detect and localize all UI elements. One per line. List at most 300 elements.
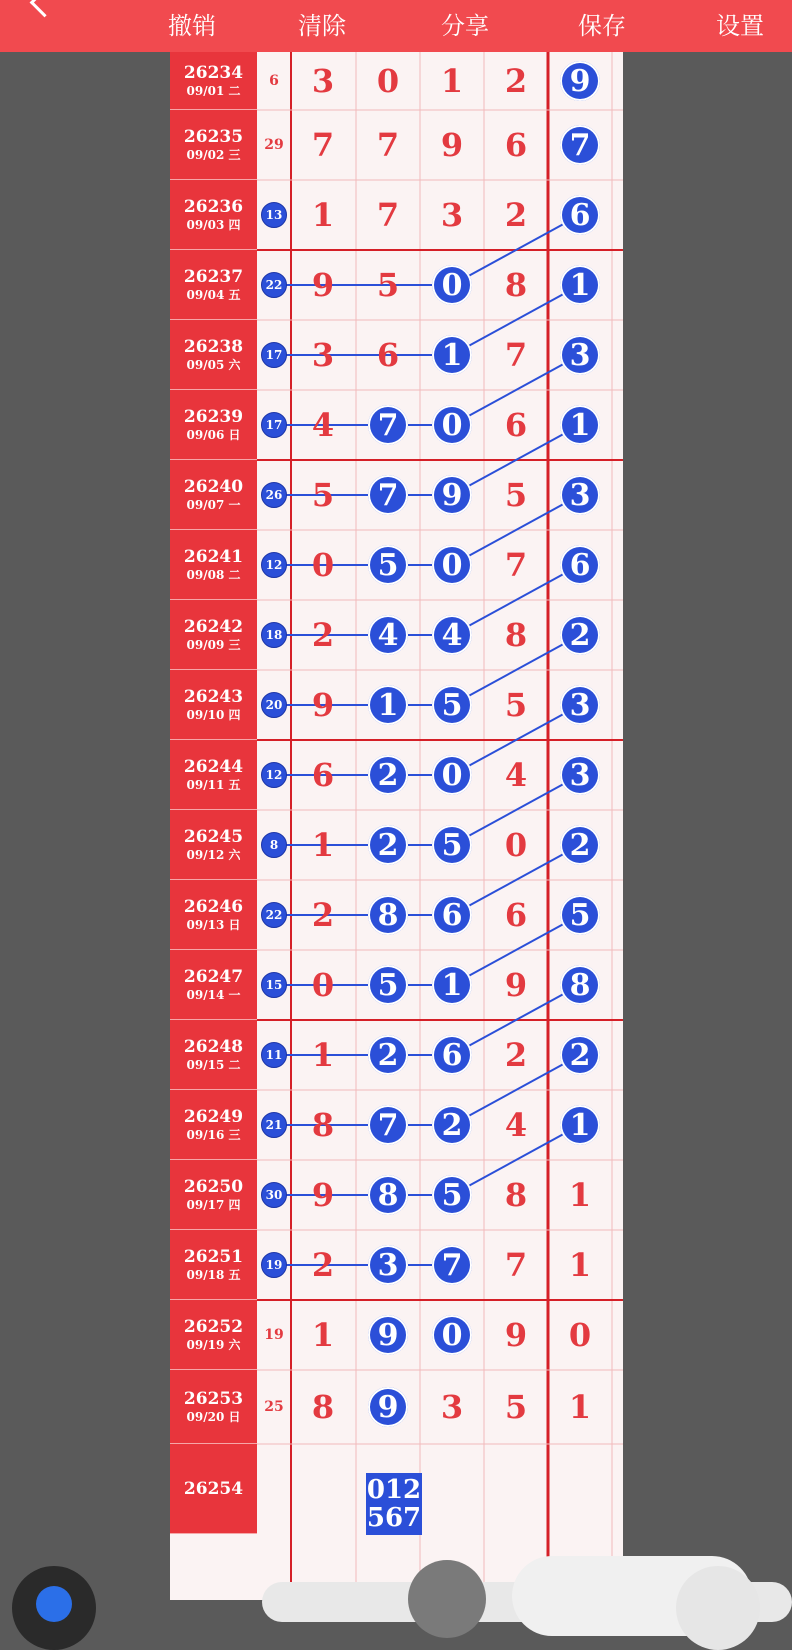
issue-number: 26242 — [183, 616, 244, 637]
digit-cell[interactable] — [484, 320, 548, 390]
digit-value: 8 — [504, 616, 528, 654]
sum-label: 8 — [261, 832, 287, 858]
sum-label: 21 — [261, 1112, 287, 1138]
digit-cell[interactable] — [291, 52, 355, 110]
digit-ball: 1 — [560, 1105, 600, 1145]
issue-date: 09/09 三 — [186, 637, 241, 652]
digit-value: 3 — [440, 196, 464, 234]
issue-date: 09/14 一 — [186, 987, 241, 1002]
digit-cell[interactable] — [420, 320, 484, 390]
floating-pen-button[interactable] — [12, 1566, 96, 1650]
digit-ball: 5 — [432, 685, 472, 725]
digit-value: 1 — [311, 826, 335, 864]
issue-number: 26248 — [183, 1036, 244, 1057]
digit-cell[interactable] — [484, 52, 548, 110]
digit-value: 1 — [311, 1036, 335, 1074]
issue-cell — [170, 1230, 257, 1300]
digit-cell[interactable] — [291, 530, 355, 600]
issue-cell — [170, 460, 257, 530]
digit-cell[interactable] — [356, 600, 420, 670]
digit-value: 1 — [568, 1388, 592, 1426]
digit-cell[interactable] — [484, 810, 548, 880]
digit-ball: 6 — [432, 1035, 472, 1075]
issue-cell — [170, 950, 257, 1020]
issue-number: 26253 — [183, 1388, 244, 1409]
digit-cell[interactable] — [356, 740, 420, 810]
issue-number: 26237 — [183, 266, 244, 287]
digit-cell[interactable] — [420, 880, 484, 950]
issue-cell — [170, 320, 257, 390]
sum-value[interactable] — [257, 1090, 291, 1160]
sum-value[interactable] — [257, 740, 291, 810]
digit-cell[interactable] — [420, 52, 484, 110]
issue-cell — [170, 1090, 257, 1160]
digit-cell[interactable] — [356, 530, 420, 600]
digit-ball: 0 — [432, 1315, 472, 1355]
issue-number: 26246 — [183, 896, 244, 917]
digit-cell[interactable] — [291, 880, 355, 950]
issue-cell — [170, 600, 257, 670]
issue-cell — [170, 250, 257, 320]
digit-cell[interactable] — [356, 1160, 420, 1230]
digit-cell[interactable] — [291, 1090, 355, 1160]
digit-ball: 8 — [368, 895, 408, 935]
digit-cell[interactable] — [420, 1370, 484, 1444]
digit-value: 7 — [504, 336, 528, 374]
prediction-line-1: 012 — [366, 1475, 422, 1505]
digit-cell[interactable] — [356, 1090, 420, 1160]
issue-date: 09/15 二 — [186, 1057, 241, 1072]
digit-value: 7 — [376, 196, 400, 234]
digit-value: 8 — [311, 1106, 335, 1144]
sum-label: 20 — [261, 692, 287, 718]
sum-label: 19 — [261, 1252, 287, 1278]
digit-value: 2 — [504, 1036, 528, 1074]
digit-cell[interactable] — [291, 1370, 355, 1444]
digit-cell[interactable] — [484, 180, 548, 250]
digit-cell[interactable] — [356, 670, 420, 740]
issue-cell — [170, 180, 257, 250]
digit-cell[interactable] — [484, 460, 548, 530]
pen-icon — [36, 1586, 72, 1622]
sum-label: 22 — [261, 902, 287, 928]
digit-cell[interactable] — [356, 250, 420, 320]
clear-button[interactable]: 清除 — [298, 12, 346, 40]
digit-cell[interactable] — [548, 1020, 612, 1090]
digit-cell[interactable] — [420, 1020, 484, 1090]
sum-value[interactable] — [257, 950, 291, 1020]
digit-ball: 9 — [560, 61, 600, 101]
digit-cell[interactable] — [291, 180, 355, 250]
sum-value[interactable] — [257, 1444, 291, 1534]
digit-cell[interactable] — [291, 1444, 355, 1534]
sum-label: 15 — [261, 972, 287, 998]
digit-cell[interactable] — [291, 390, 355, 460]
issue-date: 09/07 一 — [186, 497, 241, 512]
digit-cell[interactable] — [548, 1444, 612, 1534]
digit-ball: 1 — [560, 265, 600, 305]
digit-value: 6 — [504, 126, 528, 164]
sum-value[interactable] — [257, 1230, 291, 1300]
digit-value: 7 — [311, 126, 335, 164]
sum-value[interactable] — [257, 250, 291, 320]
digit-cell[interactable] — [420, 180, 484, 250]
digit-cell[interactable] — [420, 110, 484, 180]
digit-ball: 2 — [560, 615, 600, 655]
digit-value: 0 — [504, 826, 528, 864]
digit-value: 9 — [311, 1176, 335, 1214]
issue-date: 09/08 二 — [186, 567, 241, 582]
digit-cell[interactable] — [356, 950, 420, 1020]
sum-label: 12 — [261, 552, 287, 578]
digit-ball: 2 — [368, 1035, 408, 1075]
digit-value: 8 — [504, 266, 528, 304]
digit-cell[interactable] — [291, 670, 355, 740]
confirm-button[interactable] — [676, 1566, 760, 1650]
issue-date: 09/02 三 — [186, 147, 241, 162]
digit-cell[interactable] — [291, 740, 355, 810]
digit-cell[interactable] — [356, 320, 420, 390]
digit-cell[interactable] — [420, 1444, 484, 1534]
digit-cell[interactable] — [484, 670, 548, 740]
digit-cell[interactable] — [356, 180, 420, 250]
sum-label: 17 — [261, 342, 287, 368]
digit-ball: 0 — [432, 545, 472, 585]
digit-value: 4 — [504, 1106, 528, 1144]
digit-cell[interactable] — [356, 1230, 420, 1300]
tool-knob-icon[interactable] — [408, 1560, 486, 1638]
sum-label: 12 — [261, 762, 287, 788]
digit-value: 6 — [311, 756, 335, 794]
digit-ball: 0 — [432, 405, 472, 445]
digit-ball: 4 — [432, 615, 472, 655]
sum-value[interactable] — [257, 1160, 291, 1230]
digit-ball: 3 — [560, 475, 600, 515]
sum-label: 30 — [261, 1182, 287, 1208]
digit-cell[interactable] — [291, 810, 355, 880]
digit-value: 0 — [568, 1316, 592, 1354]
digit-cell[interactable] — [548, 670, 612, 740]
sum-label: 17 — [261, 412, 287, 438]
sum-label: 19 — [264, 1327, 284, 1343]
sum-value[interactable] — [257, 180, 291, 250]
digit-cell[interactable] — [548, 320, 612, 390]
digit-ball: 6 — [560, 195, 600, 235]
sum-value[interactable] — [257, 1300, 291, 1370]
sum-value[interactable] — [257, 460, 291, 530]
digit-value: 5 — [504, 686, 528, 724]
issue-cell — [170, 530, 257, 600]
digit-cell[interactable] — [548, 600, 612, 670]
digit-ball: 2 — [368, 825, 408, 865]
digit-value: 9 — [311, 266, 335, 304]
digit-ball: 2 — [432, 1105, 472, 1145]
issue-date: 09/12 六 — [186, 847, 241, 862]
digit-cell[interactable] — [356, 1300, 420, 1370]
digit-cell[interactable] — [548, 1370, 612, 1444]
digit-cell[interactable] — [484, 1160, 548, 1230]
digit-value: 1 — [440, 62, 464, 100]
digit-ball: 9 — [432, 475, 472, 515]
digit-ball: 1 — [432, 965, 472, 1005]
digit-cell[interactable] — [356, 1370, 420, 1444]
digit-value: 7 — [504, 546, 528, 584]
issue-date: 09/20 日 — [186, 1409, 241, 1424]
back-arrow-icon[interactable] — [18, 0, 58, 26]
digit-value: 3 — [440, 1388, 464, 1426]
issue-number: 26238 — [183, 336, 244, 357]
digit-value: 9 — [504, 1316, 528, 1354]
issue-cell — [170, 740, 257, 810]
digit-cell[interactable] — [548, 390, 612, 460]
digit-ball: 8 — [368, 1175, 408, 1215]
digit-ball: 7 — [368, 1105, 408, 1145]
digit-cell[interactable] — [484, 1300, 548, 1370]
issue-cell — [170, 1444, 257, 1534]
digit-cell[interactable] — [420, 1300, 484, 1370]
issue-cell — [170, 1370, 257, 1444]
issue-number: 26252 — [183, 1316, 244, 1337]
digit-cell[interactable] — [420, 1160, 484, 1230]
digit-cell[interactable] — [420, 390, 484, 460]
digit-cell[interactable] — [291, 320, 355, 390]
digit-cell[interactable] — [548, 180, 612, 250]
digit-cell[interactable] — [291, 950, 355, 1020]
issue-cell — [170, 880, 257, 950]
issue-number: 26244 — [183, 756, 244, 777]
issue-number: 26241 — [183, 546, 244, 567]
digit-cell[interactable] — [484, 1444, 548, 1534]
digit-cell[interactable] — [420, 600, 484, 670]
digit-cell[interactable] — [548, 880, 612, 950]
digit-value: 1 — [311, 1316, 335, 1354]
digit-cell[interactable] — [291, 1160, 355, 1230]
digit-ball: 1 — [560, 405, 600, 445]
digit-cell[interactable] — [291, 1300, 355, 1370]
digit-cell[interactable] — [420, 1090, 484, 1160]
digit-cell[interactable] — [548, 250, 612, 320]
digit-ball: 1 — [368, 685, 408, 725]
sum-value[interactable] — [257, 110, 291, 180]
digit-ball: 4 — [368, 615, 408, 655]
digit-cell[interactable] — [548, 1300, 612, 1370]
digit-cell[interactable] — [484, 880, 548, 950]
digit-ball: 9 — [368, 1387, 408, 1427]
sum-label: 26 — [261, 482, 287, 508]
digit-ball: 7 — [368, 405, 408, 445]
issue-number: 26249 — [183, 1106, 244, 1127]
digit-ball: 1 — [432, 335, 472, 375]
issue-date: 09/06 日 — [186, 427, 241, 442]
digit-ball: 7 — [368, 475, 408, 515]
issue-cell — [170, 390, 257, 460]
digit-value: 7 — [504, 1246, 528, 1284]
digit-value: 5 — [311, 476, 335, 514]
top-toolbar — [0, 0, 792, 52]
digit-value: 1 — [568, 1176, 592, 1214]
issue-cell — [170, 1020, 257, 1090]
digit-cell[interactable] — [548, 950, 612, 1020]
issue-number: 26239 — [183, 406, 244, 427]
digit-value: 1 — [311, 196, 335, 234]
digit-ball: 3 — [560, 685, 600, 725]
digit-cell[interactable] — [420, 250, 484, 320]
sum-label: 11 — [261, 1042, 287, 1068]
digit-value: 0 — [311, 966, 335, 1004]
trend-chart-sheet[interactable] — [170, 52, 623, 1600]
digit-cell[interactable] — [356, 1020, 420, 1090]
sum-value[interactable] — [257, 52, 291, 110]
digit-cell[interactable] — [420, 740, 484, 810]
digit-ball: 0 — [432, 265, 472, 305]
digit-cell[interactable] — [484, 110, 548, 180]
digit-ball: 9 — [368, 1315, 408, 1355]
digit-cell[interactable] — [484, 950, 548, 1020]
issue-number: 26235 — [183, 126, 244, 147]
digit-cell[interactable] — [420, 950, 484, 1020]
digit-cell[interactable] — [420, 810, 484, 880]
digit-cell[interactable] — [548, 810, 612, 880]
sum-value[interactable] — [257, 810, 291, 880]
digit-value: 4 — [311, 406, 335, 444]
digit-ball: 7 — [432, 1245, 472, 1285]
digit-cell[interactable] — [356, 110, 420, 180]
issue-cell — [170, 1160, 257, 1230]
digit-cell[interactable] — [420, 530, 484, 600]
digit-ball: 3 — [560, 335, 600, 375]
digit-cell[interactable] — [484, 250, 548, 320]
digit-value: 6 — [504, 896, 528, 934]
issue-cell — [170, 1300, 257, 1370]
digit-ball: 5 — [432, 825, 472, 865]
digit-cell[interactable] — [484, 740, 548, 810]
digit-cell[interactable] — [484, 390, 548, 460]
sum-value[interactable] — [257, 880, 291, 950]
digit-cell[interactable] — [484, 1020, 548, 1090]
save-button[interactable]: 保存 — [578, 12, 626, 40]
digit-value: 4 — [504, 756, 528, 794]
digit-value: 0 — [376, 62, 400, 100]
sum-label: 22 — [261, 272, 287, 298]
digit-cell[interactable] — [420, 460, 484, 530]
digit-cell[interactable] — [548, 740, 612, 810]
digit-value: 2 — [504, 62, 528, 100]
digit-cell[interactable] — [356, 880, 420, 950]
issue-number: 26250 — [183, 1176, 244, 1197]
sum-value[interactable] — [257, 670, 291, 740]
digit-cell[interactable] — [291, 1020, 355, 1090]
settings-button[interactable]: 设置 — [716, 12, 764, 40]
digit-value: 9 — [440, 126, 464, 164]
digit-value: 2 — [311, 1246, 335, 1284]
digit-value: 8 — [311, 1388, 335, 1426]
digit-ball: 3 — [368, 1245, 408, 1285]
digit-cell[interactable] — [548, 52, 612, 110]
issue-number: 26234 — [183, 62, 244, 83]
digit-value: 9 — [311, 686, 335, 724]
prediction-line-2: 567 — [366, 1503, 422, 1533]
digit-cell[interactable] — [548, 1090, 612, 1160]
issue-number: 26251 — [183, 1246, 244, 1267]
issue-date: 09/13 日 — [186, 917, 241, 932]
digit-cell[interactable] — [548, 1160, 612, 1230]
sum-label: 18 — [261, 622, 287, 648]
digit-value: 3 — [311, 336, 335, 374]
issue-number: 26245 — [183, 826, 244, 847]
digit-cell[interactable] — [548, 530, 612, 600]
issue-date: 09/05 六 — [186, 357, 241, 372]
sum-label: 6 — [269, 73, 279, 89]
sum-label: 29 — [264, 137, 284, 153]
sum-value[interactable] — [257, 1370, 291, 1444]
digit-cell[interactable] — [291, 110, 355, 180]
digit-cell[interactable] — [420, 1230, 484, 1300]
sum-value[interactable] — [257, 600, 291, 670]
digit-cell[interactable] — [291, 460, 355, 530]
digit-ball: 3 — [560, 755, 600, 795]
digit-cell[interactable] — [548, 110, 612, 180]
issue-date: 09/11 五 — [186, 777, 241, 792]
digit-value: 5 — [504, 476, 528, 514]
digit-cell[interactable] — [356, 810, 420, 880]
sum-label: 25 — [264, 1399, 284, 1415]
digit-value: 5 — [376, 266, 400, 304]
digit-value: 9 — [504, 966, 528, 1004]
digit-cell[interactable] — [356, 460, 420, 530]
digit-cell[interactable] — [484, 530, 548, 600]
digit-cell[interactable] — [356, 390, 420, 460]
sum-value[interactable] — [257, 1020, 291, 1090]
digit-ball: 5 — [432, 1175, 472, 1215]
sum-value[interactable] — [257, 320, 291, 390]
digit-ball: 7 — [560, 125, 600, 165]
digit-cell[interactable] — [548, 1230, 612, 1300]
digit-cell[interactable] — [484, 600, 548, 670]
issue-number: 26240 — [183, 476, 244, 497]
sum-value[interactable] — [257, 530, 291, 600]
undo-button[interactable]: 撤销 — [168, 12, 216, 40]
sum-value[interactable] — [257, 390, 291, 460]
digit-value: 5 — [504, 1388, 528, 1426]
digit-value: 7 — [376, 126, 400, 164]
digit-cell[interactable] — [356, 52, 420, 110]
digit-cell[interactable] — [291, 600, 355, 670]
digit-value: 2 — [504, 196, 528, 234]
issue-number: 26247 — [183, 966, 244, 987]
issue-number: 26254 — [183, 1478, 244, 1499]
digit-value: 0 — [311, 546, 335, 584]
digit-value: 2 — [311, 616, 335, 654]
digit-cell[interactable] — [291, 250, 355, 320]
digit-cell[interactable] — [548, 460, 612, 530]
digit-cell[interactable] — [484, 1230, 548, 1300]
digit-ball: 8 — [560, 965, 600, 1005]
digit-cell[interactable] — [291, 1230, 355, 1300]
share-button[interactable]: 分享 — [441, 12, 489, 40]
prediction-box[interactable] — [366, 1473, 422, 1535]
issue-date: 09/17 四 — [186, 1197, 241, 1212]
digit-cell[interactable] — [420, 670, 484, 740]
digit-cell[interactable] — [484, 1090, 548, 1160]
digit-value: 1 — [568, 1246, 592, 1284]
issue-date: 09/01 二 — [186, 83, 241, 98]
digit-ball: 5 — [368, 965, 408, 1005]
issue-cell — [170, 670, 257, 740]
digit-ball: 5 — [368, 545, 408, 585]
digit-cell[interactable] — [484, 1370, 548, 1444]
issue-date: 09/16 三 — [186, 1127, 241, 1142]
digit-ball: 2 — [560, 1035, 600, 1075]
